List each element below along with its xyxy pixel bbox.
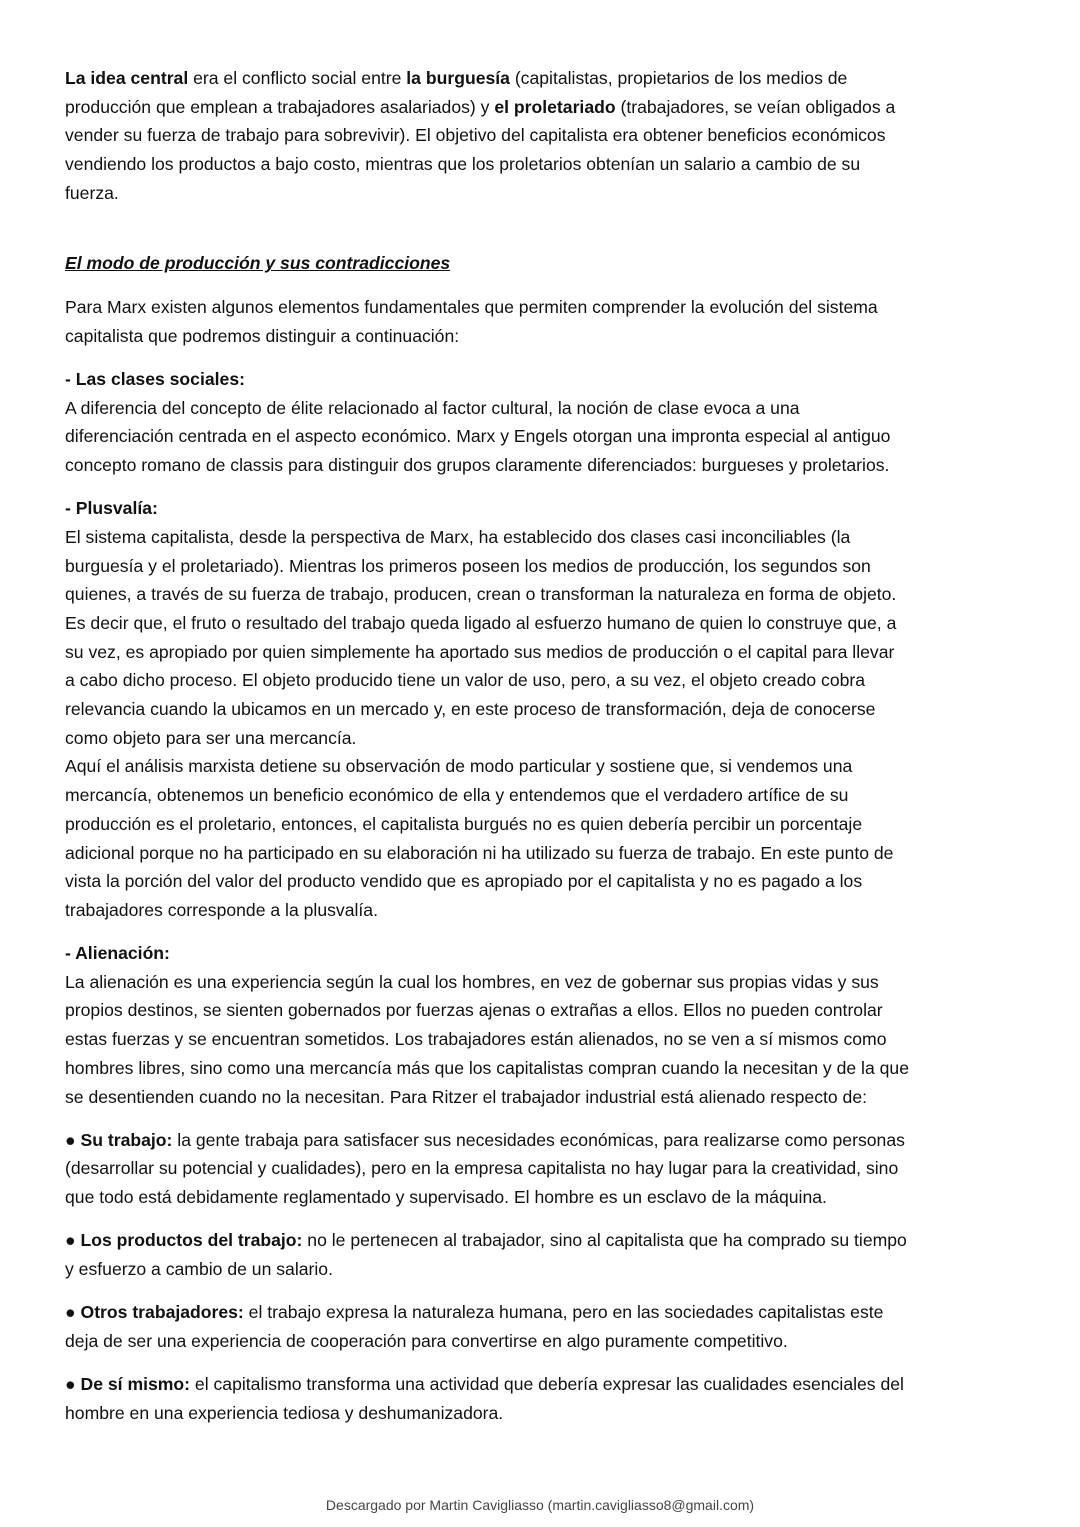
text-run: no le pertenecen al trabajador, sino al capitalista que ha comprado su tiempo [302,1230,907,1251]
bold-text: ● Su trabajo: [65,1129,173,1150]
bold-text: - Plusvalía: [65,498,158,519]
text-run: trabajadores corresponde a la plusvalía. [65,899,378,920]
text-run: el capitalismo transforma una actividad que debería expresar las cualidades esenciales del [190,1374,904,1394]
text-run: se desentienden cuando no la necesitan. Para Ritzer el trabajador industrial está alienado respecto de: [65,1086,868,1107]
text-run: burguesía y el proletariado). Mientras los primeros poseen los medios de producción, los segundos son [65,555,871,576]
text-run: La alienación es una experiencia según la cual los hombres, en vez de gobernar sus propias vidas y sus [65,971,879,992]
text-line [65,896,1025,925]
text-line [65,1370,1025,1399]
text-line [65,781,1025,810]
text-run: A diferencia del concepto de élite relacionado al factor cultural, la noción de clase evoca a una [65,397,800,418]
text-line [65,1054,1025,1083]
download-footer: Descargado por Martin Cavigliasso (martin.cavigliasso8@gmail.com) [325,1497,755,1513]
text-line [65,121,1025,150]
bold-text: - Las clases sociales: [65,369,245,389]
text-run: (capitalistas, propietarios de los medios de [509,68,848,88]
text-line [65,1154,1025,1183]
bullet-paragraph [65,1370,1025,1427]
text-run: que todo está debidamente reglamentado y supervisado. El hombre es un esclavo de la máquina. [65,1187,827,1208]
text-run: como objeto para ser una mercancía. [65,727,357,748]
text-run: adicional porque no ha participado en su elaboración ni ha utilizado su fuerza de trabajo. En este punto de [65,842,894,863]
text-run: su vez, es apropiado por quien simplemente ha aportado sus medios de producción o el capital para llevar [65,641,895,662]
bullet-paragraph [65,1226,1025,1283]
text-line [65,752,1025,781]
text-line [65,1183,1025,1212]
bullet-paragraph [65,1126,1025,1212]
paragraph [65,365,1025,480]
text-run: la gente trabaja para satisfacer sus necesidades económicas, para realizarse como personas [172,1129,905,1150]
text-run: estas fuerzas y se encuentran sometidos. Los trabajadores están alienados, no se ven a sí mismos como [65,1029,887,1050]
text-run: vendiendo los productos a bajo costo, mientras que los proletarios obtenían un salario a cambio de su [65,154,861,175]
text-run: quienes, a través de su fuerza de trabajo, producen, crean o transforman la naturaleza en forma de objeto. [65,584,897,605]
text-run: a cabo dicho proceso. El objeto producido tiene un valor de uso, pero, a su vez, el objeto creado cobra [65,670,866,691]
text-run: y esfuerzo a cambio de un salario. [65,1258,333,1279]
text-run: Aquí el análisis marxista detiene su observación de modo particular y sostiene que, si vendemos una [65,756,853,777]
text-run: vender su fuerza de trabajo para sobrevivir). El objetivo del capitalista era obtener beneficios económicos [65,125,886,146]
text-line [65,494,1025,523]
text-run: hombres libres, sino como una mercancía más que los capitalistas compran cuando la necesitan y de la que [65,1057,909,1078]
text-run: era el conflicto social entre [188,68,407,88]
text-line [65,839,1025,868]
text-line [65,1083,1025,1112]
text-run: el trabajo expresa la naturaleza humana, pero en las sociedades capitalistas este [243,1302,884,1323]
text-run: mercancía, obtenemos un beneficio económico de ella y entendemos que el verdadero artífice de su [65,785,849,806]
text-line [65,1399,1025,1428]
text-line [65,179,1025,208]
text-run: diferenciación centrada en el aspecto económico. Marx y Engels otorgan una impronta especial al antiguo [65,426,891,447]
paragraph [65,939,1025,1111]
bold-text: ● De sí mismo: [65,1374,191,1394]
text-run: producción que emplean a trabajadores asalariados) y [65,96,495,117]
text-run: capitalista que podremos distinguir a continuación: [65,325,460,346]
text-line [65,867,1025,896]
bold-text: el proletariado [494,96,616,117]
document-body [65,64,1025,1442]
text-run: hombre en una experiencia tediosa y deshumanizadora. [65,1402,504,1423]
text-run: propios destinos, se sienten gobernados por fuerzas ajenas o extrañas a ellos. Ellos no pueden controlar [65,1000,883,1021]
text-line [65,64,1025,93]
text-line [65,1025,1025,1054]
text-run: Es decir que, el fruto o resultado del trabajo queda ligado al esfuerzo humano de quien lo construye que, a [65,613,897,633]
section-heading [65,249,1025,278]
text-line [65,365,1025,394]
bold-text: ● Otros trabajadores: [65,1302,244,1323]
text-run: El modo de producción y sus contradicciones [65,253,451,274]
text-run: El sistema capitalista, desde la perspectiva de Marx, ha establecido dos clases casi inconciliables (la [65,526,851,547]
text-line [65,523,1025,552]
text-line [65,1327,1025,1356]
text-run: Para Marx existen algunos elementos fundamentales que permiten comprender la evolución del sistema [65,297,878,318]
paragraph [65,494,1025,924]
paragraph [65,293,1025,350]
text-line [65,939,1025,968]
paragraph [65,64,1025,207]
text-line [65,1255,1025,1284]
text-line [65,1298,1025,1327]
text-line [65,249,1025,278]
text-run: vista la porción del valor del producto vendido que es apropiado por el capitalista y no es pagado a los [65,871,863,892]
text-line [65,996,1025,1025]
text-line [65,552,1025,581]
text-run: producción es el proletario, entonces, el capitalista burgués no es quien debería percibir un porcentaje [65,813,863,834]
text-run: fuerza. [65,182,119,203]
text-line [65,394,1025,423]
text-run: (trabajadores, se veían obligados a [615,96,896,117]
text-line [65,580,1025,609]
text-line [65,1126,1025,1155]
text-run: deja de ser una experiencia de cooperación para convertirse en algo puramente competitivo. [65,1330,788,1351]
text-run: relevancia cuando la ubicamos en un mercado y, en este proceso de transformación, deja de conocerse [65,699,876,720]
bold-text: la burguesía [406,68,510,88]
text-line [65,609,1025,638]
text-line [65,810,1025,839]
text-line [65,968,1025,997]
text-line [65,322,1025,351]
bullet-paragraph [65,1298,1025,1355]
text-line [65,150,1025,179]
text-line [65,638,1025,667]
text-line [65,422,1025,451]
text-line [65,451,1025,480]
text-line [65,695,1025,724]
text-line [65,93,1025,122]
text-line [65,666,1025,695]
text-run: concepto romano de classis para distinguir dos grupos claramente diferenciados: burgueses y proletarios. [65,455,890,476]
text-line [65,293,1025,322]
bold-text: - Alienación: [65,943,170,964]
bold-text: La idea central [65,68,189,88]
text-line [65,1226,1025,1255]
text-line [65,724,1025,753]
text-run: (desarrollar su potencial y cualidades), pero en la empresa capitalista no hay lugar para la creatividad, sino [65,1158,899,1179]
bold-text: ● Los productos del trabajo: [65,1230,303,1251]
